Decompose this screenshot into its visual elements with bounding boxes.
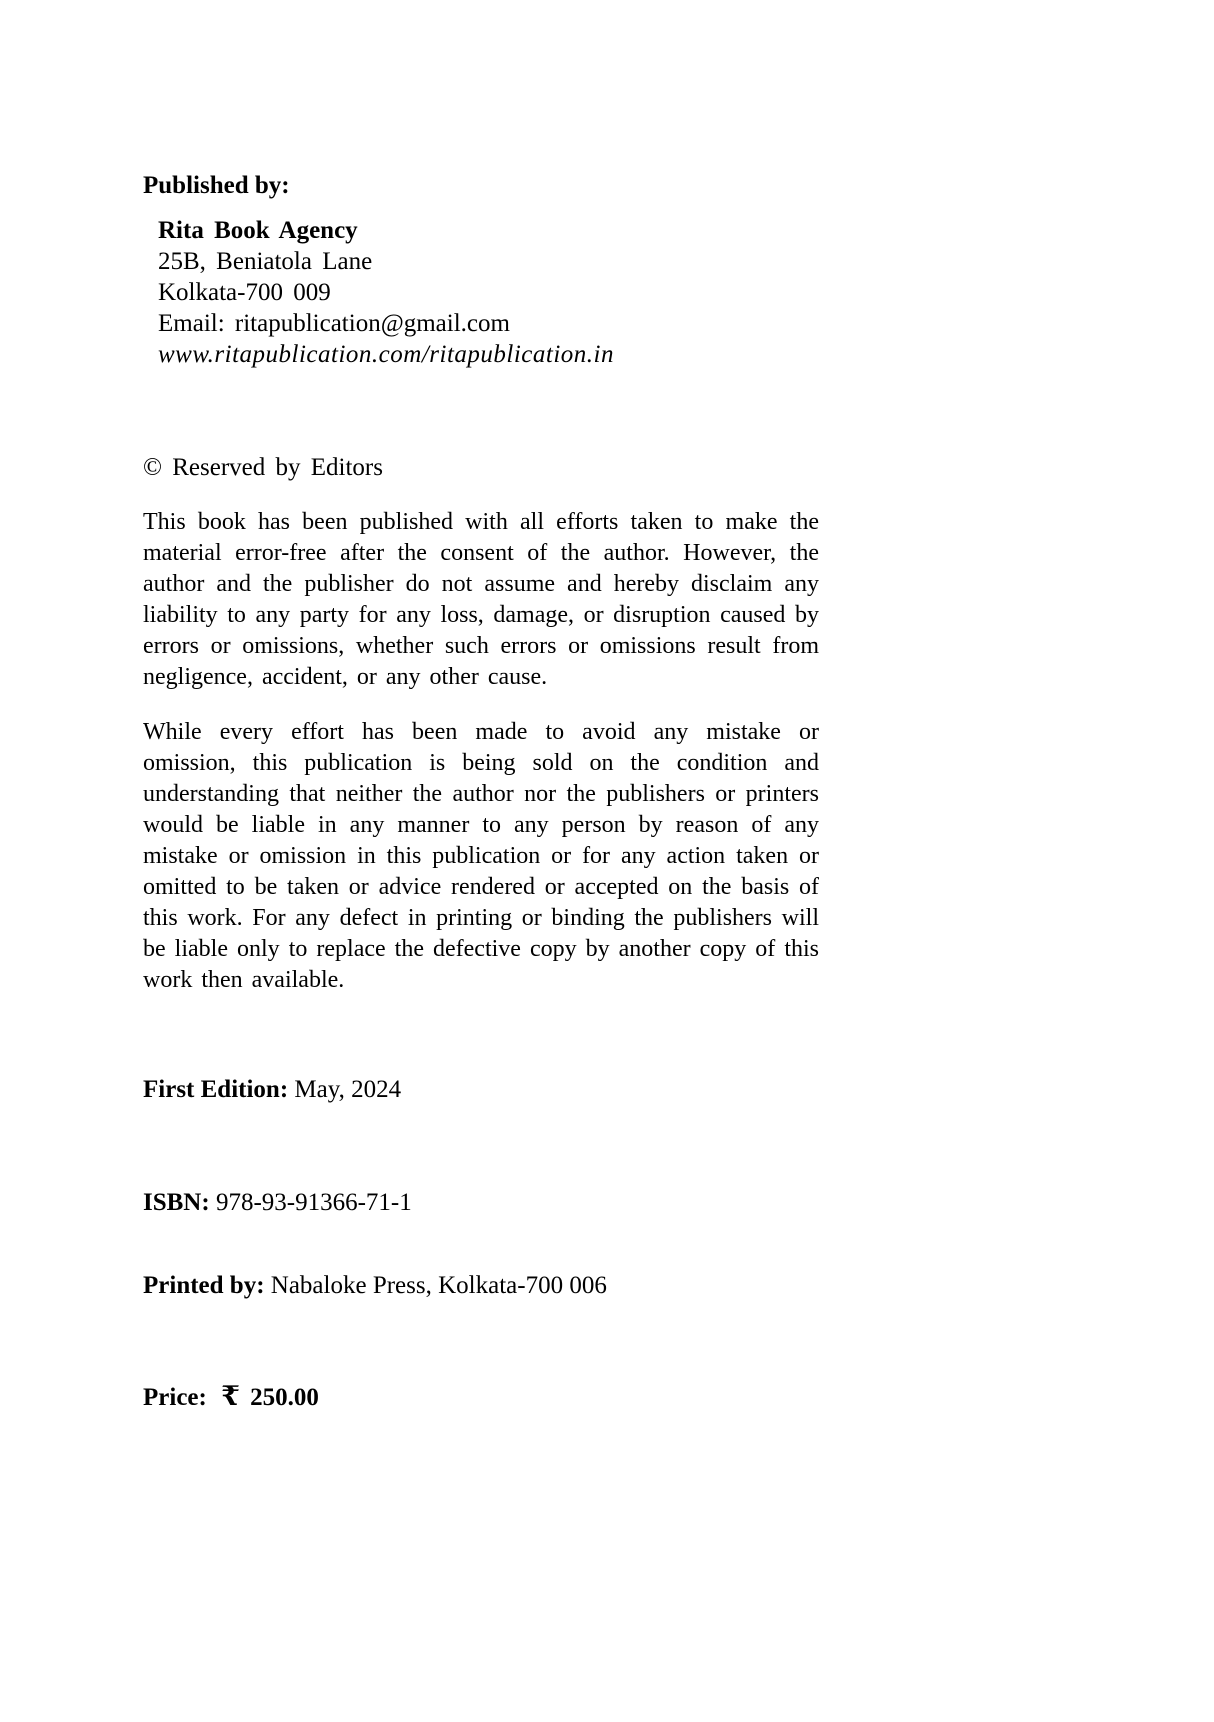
isbn-value: 978-93-91366-71-1 — [215, 1189, 412, 1216]
printed-by-value: Nabaloke Press, Kolkata-700 006 — [270, 1272, 607, 1299]
publisher-email: Email: ritapublication@gmail.com — [158, 310, 510, 337]
first-edition-value: May, 2024 — [294, 1076, 402, 1103]
rupee-icon: ₹ — [221, 1381, 240, 1411]
publisher-block — [143, 170, 819, 370]
isbn-label: ISBN: — [143, 1189, 210, 1216]
disclaimer-paragraph-2: While every effort has been made to avoid any mistake or omission, this publication is being sold on the condition and understanding that neither the author nor the publishers or printers would be liable in any manner to any person by reason of any mistake or omission in this publication or for any action taken or omitted to be taken or advice rendered or accepted on the basis of this work. For any defect in printing or binding the publishers will be liable only to replace the defective copy by another copy of this work then available. — [143, 719, 819, 993]
price-value: 250.00 — [250, 1384, 319, 1411]
disclaimer-paragraph-1: This book has been published with all efforts taken to make the material error-free after the consent of the author. However, the author and the publisher do not assume and hereby disclaim any liability to any party for any loss, damage, or disruption caused by errors or omissions, whether such errors or omissions result from negligence, accident, or any other cause. — [143, 509, 819, 690]
price-label: Price: — [143, 1384, 207, 1411]
page-content — [143, 170, 819, 1413]
printed-by-line — [143, 1270, 819, 1301]
publisher-details — [143, 215, 819, 370]
isbn-line — [143, 1187, 819, 1218]
publisher-address-line1: 25B, Beniatola Lane — [158, 248, 373, 275]
publisher-website: www.ritapublication.com/ritapublication.in — [158, 341, 614, 368]
publisher-address-line2: Kolkata-700 009 — [158, 279, 331, 306]
first-edition-label: First Edition: — [143, 1076, 289, 1103]
publisher-name: Rita Book Agency — [158, 217, 358, 244]
price-line — [143, 1381, 819, 1413]
first-edition-line — [143, 1074, 819, 1105]
published-by-label: Published by: — [143, 172, 290, 199]
printed-by-label: Printed by: — [143, 1272, 265, 1299]
copyright-line: © Reserved by Editors — [143, 454, 383, 481]
